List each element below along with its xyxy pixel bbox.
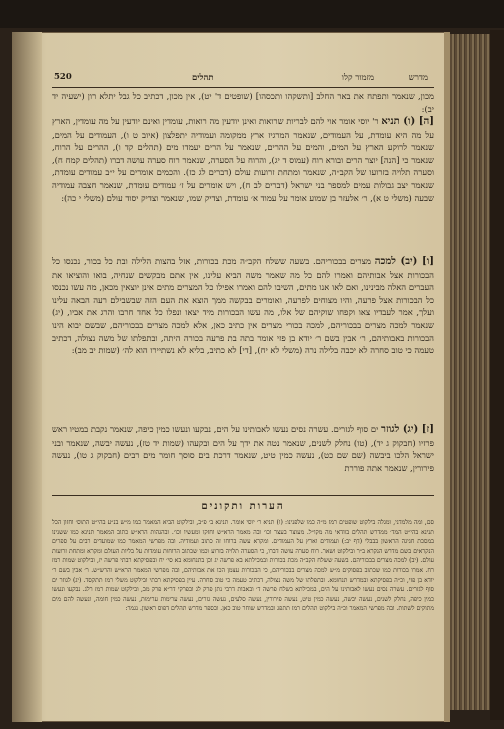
header-rule <box>52 87 434 88</box>
paragraph-lead: [ה] (ו) תניא <box>381 116 435 127</box>
header-section: מזמור קלו <box>341 73 374 83</box>
paragraph-6 <box>52 255 434 357</box>
page-edges <box>450 34 490 710</box>
running-header <box>52 72 434 86</box>
paragraph-text: ים סוף לגזרים. עשרה נסים נעשו לאבותינו על הים, נבקעו ונעשו כמין כיפה, שנאמר נקבת במטיו ראש פרזיו (חבקוק ג יד), (טו) נחלק לשנים, שנאמר נטה את ידך על הים ובקעהו (שמות יד טז), נעשה יבשה, שנאמר ובני ישראל הלכו ביבשה (שם שם כט), נעשה כמין טיט, שנאמר דרכת בים סוסך חומר מים רבים (חבקוק ג טו), נעשה פירורין, שנאמר אתה פוררת <box>52 424 434 473</box>
book-spine <box>490 30 504 720</box>
paragraph-lead: [ז] (יג) לגוזר <box>381 424 434 435</box>
paragraph-text: ר' יוסי אומר אוי להם לבריות שרואות ואינן יודעין מה רואות, עומדין ואינם יודעין על מה עומדין, הארץ על מה היא עומדת, על העמודים, שנאמר המרגיז ארץ ממקומה ועמודיה יתפלצון (איוב ט ו), העמודים על המים, שנאמר לרוקע הארץ על המים, והמים על ההרים, שנאמר על הרים יעמדו מים (תהלים קד ו), ההרים על הרוח, שנאמר כי [הנה] יוצר הרים ובורא רוח (עמוס ד יג), והרוח על הסערה, שנאמר רוח סערה עושה דברו (תהלים קמח ח), וסערה תלויה בזרועו של הקב״ה, שנאמר ומתחת זרועות עולם (דברים לג כז). והכמים אומרים על י״ב עמודים עומדת, שנאמר יצב גבולות עמים למספר בני ישראל (דברים לב ח), ויש אומרים על ז׳ עמודים עומדת, שנאמר חצבה עמודיה שבעה (משלי ט א), ר׳ אלעזר בן שמוע אומר על עמוד א׳ עומדת, וצדיק שמו, שנאמר וצדיק יסוד עולם (משלי י כה): <box>52 116 434 203</box>
notes-rule <box>52 495 434 496</box>
paragraph-7 <box>52 423 434 474</box>
paragraph-5 <box>52 115 434 204</box>
header-title: תהלים <box>192 73 214 83</box>
page-edge <box>444 32 450 722</box>
page-content <box>52 68 434 718</box>
notes-heading: הערות ותקונים <box>201 501 285 512</box>
paragraph-opening <box>52 90 434 115</box>
book-page <box>12 32 450 722</box>
page-gutter <box>12 32 42 722</box>
paragraph-text: מכון, שנאמר ותפתח את באר החלב [ותשקהו ותכסהו] (שופטים ד' יט), אין מכון, דכתיב כל גבל יתלא רון (ישעיה יד יב): <box>52 91 434 114</box>
paragraph-text: מצרים בבכוריהם. בשעה ששלח הקב״ה מכת בכורות, אזל בהצות הלילה ובת כל בכור, נכנסו כל הבכורות אצל אבותיהם ואמרו להם כל מה שאמר משה הביא עלינו, אין אתם מבקשים שנחיה, בואו והוציאו את העברים האלה מבינינו, ואם לאו אנו מתים, השיבו להם ואמרו אפילו כל המצרים מתים אינן יוצאין מכאן, מה עשו נכנסו כל הבכורות אצל פרעה, והיו מצוחים לפרעה, ואומרים בבקשה ממך הוצא את העם הזה שבשבילם רעה הבאה עלינו ועלך, אמר לעבדיו צאו וקפחו שוקיהם של אלו, מה עשו הבכורות מיד יצאו ונפלו כל אחד חרבו והרג את אביו, (יג) שנאמר למכה מצרים בבכוריהם, למכה בכורי מצרים אין כתיב כאן, אלא למכה מצרים בבכוריהם, שבשם יבוא הינו הבכורות באבותיהם, ר׳ אבין בשם ר׳ יודא בן פזי אומר בתה בת פרעה בכורה היתה, ובתפלתו של משה נצולה, דכתיב טעמה כי טוב סחרה לא יכבה בלילה נרה (משלי לא יח), [די] לא כתיב, בליא לא נשתיירו הוא לה׳ (שמות יב מב): <box>52 256 434 356</box>
paragraph-lead: [ו] (יב) למכה <box>374 256 434 267</box>
header-book: מדרש <box>408 73 428 83</box>
notes-body: סם, ומה מלמדני, ומגלה בילקוט שופטים רמז מ״ה כמו שלפנינו: (ו) תניא ר׳ יוסי אומר. תנינא ב׳ פ״ב, ובילקוט הביא המאמר כמו מ״ש בנ״ע בהי״ט התוס׳ וחזון הכל תנינא בהי״ט המד׳ ממדרש תהלים בוודאי מה מקו״ל. מעוצר בעצר וכו׳ ובה מאמר הרא״ש וחזקו ומעשיו וכו׳. ובהגהות הרא״ש כתוב המאמר תנינא כמו ששנינו במסכת חגיגה הראשון בבבלי (דף יב:) ועמודים וארץ על העמודים. ומקרא עשה ברוחו זה כתוב ועמודיה. ובה מפרשי המאמר כמו שמועדים רבים על ספרים הנקראים בשם מדרש הנקרא ב״ר ובילקוט ושאר. רוח סערה עושה דברו, כי הסערה תלויה בזרוע וכמו שכתוב הרוחות עומדות על בליות העולם ומקרא ומתחת זרועות עולם. (יב) למכה מצרים בבכוריהם. בשעה ששלח הקב״ה מכת בכורות ובמכילתא בא פרשה יג וכן בתנחומא בא סי׳ יח ובפסיקתא רבתי פרשה יז, ובילקוט שמות רמז רח. אמרו בכורות כמו שכתוב בפסוקים מ״ש למכה מצרים בבכוריהם, כי הבכורות עצמן הכו את אבותיהם, ובה מפרשי המאמר הרא״ש והרש״ש. ר׳ אבין בשם ר׳ יודא בן פזי, וכ״ה בפסיקתא ובמדרש תנחומא. ובתפלתו של משה נצולה, דכתיב טעמה כי טוב סחרה. עיין בפסיקתא רבתי ובילקוט משלי רמז תתקסד. (יג) לגוזר ים סוף לגזרים. עשרה נסים נעשו לאבותינו על הים, במכילתא בשלח פרשה ד׳ ובאבות דרבי נתן פרק לג ובפרקי דר״א פרק מב, ובילקוט שמות רמז רלג. נבקעו ונעשו כמין כיפה, נחלק לשנים, נעשה יבשה, נעשה כמין טיט, נעשה פירורין, נעשה סלעים, נעשה גזרים, נעשה ערימות ערימות, נעשה כמין חומה, ונעשה להם מים מתוקים לשתות. ובה מפרשי המאמר וכ״ה בילקוט תהלים רמז תתפג ובמדרש שוחר טוב כאן. ובספר מדרש תהלים דפוס ראשון. נגמר: <box>52 519 434 613</box>
page-number: 520 <box>54 72 72 82</box>
